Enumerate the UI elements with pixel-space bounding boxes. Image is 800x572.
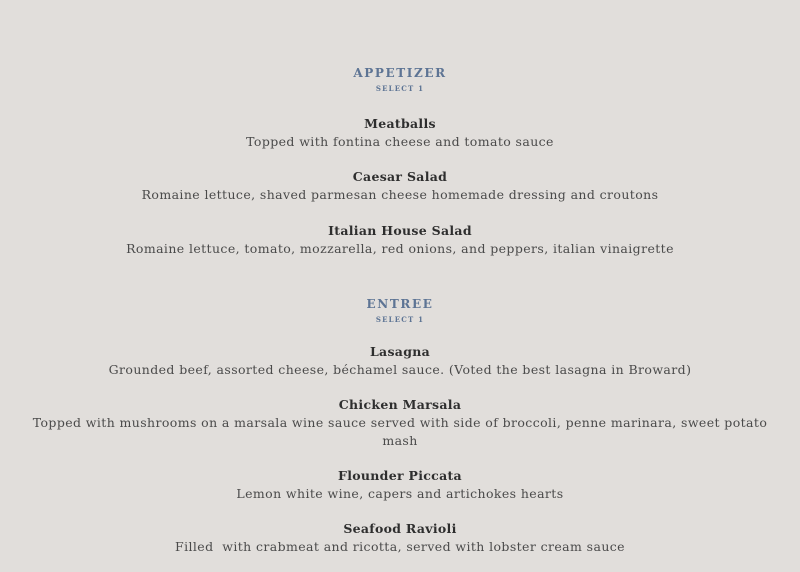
- menu-item-description: Romaine lettuce, tomato, mozzarella, red onions, and peppers, italian vinaigrette: [126, 241, 674, 256]
- menu-item-name: Seafood Ravioli: [343, 521, 457, 536]
- menu-item-description: Grounded beef, assorted cheese, béchamel sauce. (Voted the best lasagna in Broward): [108, 362, 692, 377]
- menu-item-name: Chicken Marsala: [338, 397, 462, 412]
- menu-item-description: Lemon white wine, capers and artichokes hearts: [236, 486, 564, 501]
- appetizer-heading: APPETIZER: [353, 66, 447, 80]
- menu-item-description: Topped with mushrooms on a marsala wine sauce served with side of broccoli, penne marinara, sweet potato mash: [32, 415, 768, 448]
- entree-heading: ENTREE: [366, 297, 434, 311]
- menu-item-name: Flounder Piccata: [338, 468, 462, 483]
- menu-item-description: Romaine lettuce, shaved parmesan cheese homemade dressing and croutons: [141, 187, 659, 202]
- menu-item-name: Italian House Salad: [328, 223, 472, 238]
- menu-item-name: Caesar Salad: [352, 169, 448, 184]
- menu-item-description: Topped with fontina cheese and tomato sauce: [246, 134, 554, 149]
- menu-item-name: Lasagna: [369, 344, 431, 359]
- appetizer-select-note: SELECT 1: [375, 84, 425, 93]
- menu-item-name: Meatballs: [364, 116, 436, 131]
- menu-item-description: Filled with crabmeat and ricotta, served with lobster cream sauce: [175, 539, 625, 554]
- entree-select-note: SELECT 1: [375, 315, 425, 324]
